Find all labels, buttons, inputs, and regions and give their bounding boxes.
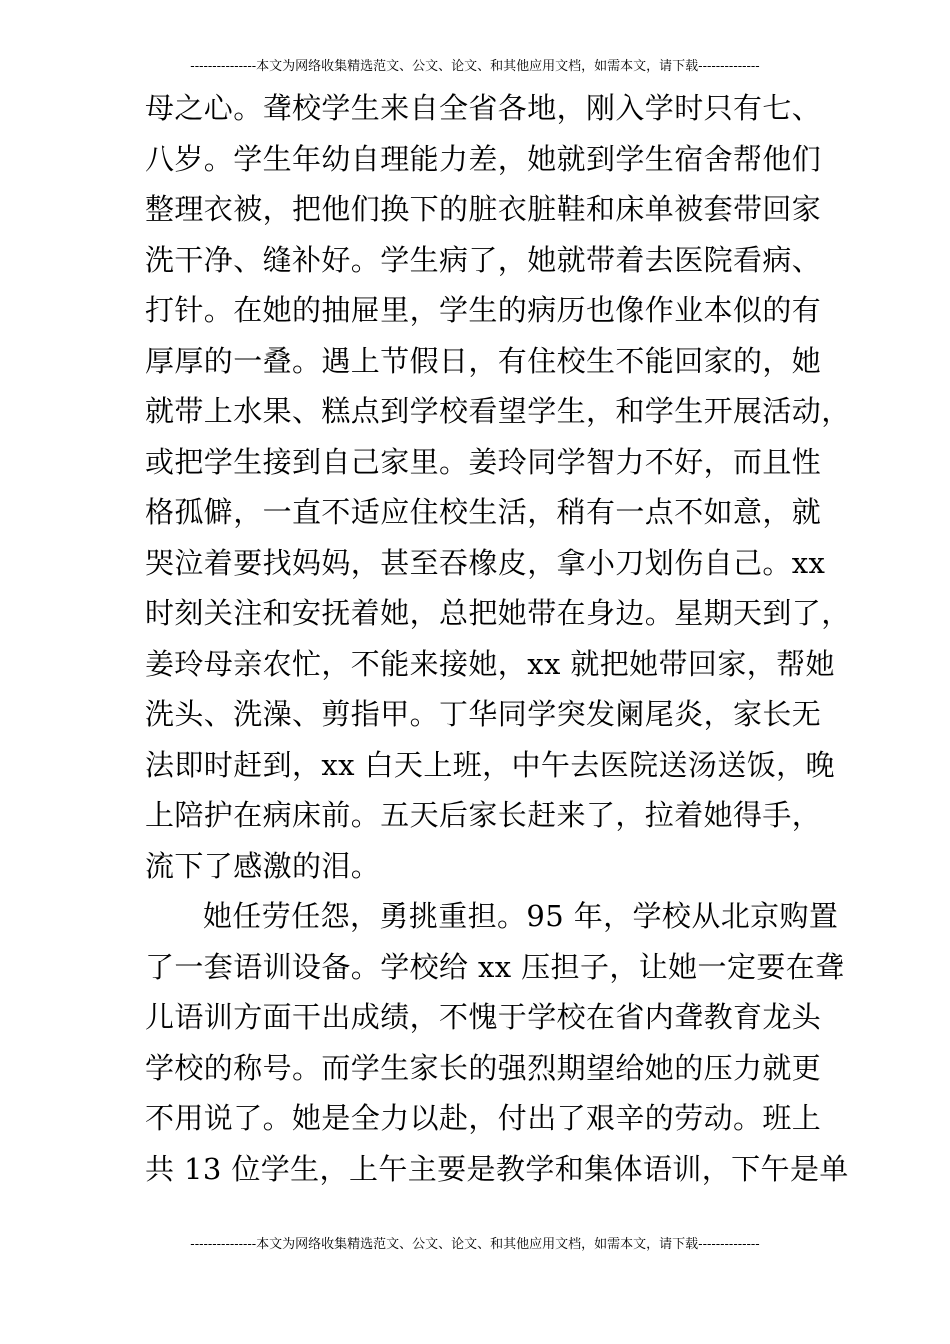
text-line: 时刻关注和安抚着她，总把她带在身边。星期天到了， [145, 596, 851, 630]
page-footer-banner: ---------------本文为网络收集精选范文、公文、论文、和其他应用文档，如需本文，请下载-------------- [190, 1237, 760, 1252]
text-line: 哭泣着要找妈妈，甚至吞橡皮，拿小刀划伤自己。xx [145, 545, 826, 580]
text-line: 整理衣被，把他们换下的脏衣脏鞋和床单被套带回家 [145, 192, 822, 226]
text-line: 八岁。学生年幼自理能力差，她就到学生宿舍帮他们 [145, 141, 822, 176]
text-line: 洗头、洗澡、剪指甲。丁华同学突发阑尾炎，家长无 [145, 697, 822, 731]
text-line: 共 13 位学生，上午主要是教学和集体语训，下午是单 [145, 1151, 849, 1186]
text-line: 厚厚的一叠。遇上节假日，有住校生不能回家的，她 [145, 343, 822, 378]
document-body [145, 83, 851, 1194]
text-line: 流下了感激的泪。 [145, 848, 381, 883]
text-line: 打针。在她的抽屉里，学生的病历也像作业本似的有 [145, 293, 822, 327]
text-line: 法即时赶到，xx 白天上班，中午去医院送汤送饭，晚 [145, 747, 835, 782]
text-line: 学校的称号。而学生家长的强烈期望给她的压力就更 [145, 1050, 822, 1085]
text-line: 姜玲母亲农忙，不能来接她，xx 就把她带回家，帮她 [145, 646, 835, 681]
text-line: 上陪护在病床前。五天后家长赶来了，拉着她得手， [145, 798, 822, 832]
text-line: 了一套语训设备。学校给 xx 压担子，让她一定要在聋 [145, 949, 845, 984]
text-line: 不用说了。她是全力以赴，付出了艰辛的劳动。班上 [145, 1101, 822, 1135]
paragraph-start-line: 她任劳任怨，勇挑重担。95 年，学校从北京购置 [203, 899, 839, 933]
text-line: 格孤僻，一直不适应住校生活，稍有一点不如意，就 [145, 495, 822, 529]
text-line: 儿语训方面干出成绩，不愧于学校在省内聋教育龙头 [145, 1000, 822, 1034]
text-line: 就带上水果、糕点到学校看望学生，和学生开展活动， [145, 394, 851, 428]
text-line: 母之心。聋校学生来自全省各地，刚入学时只有七、 [145, 91, 822, 125]
text-line: 洗干净、缝补好。学生病了，她就带着去医院看病、 [145, 242, 822, 277]
page-header-banner: ---------------本文为网络收集精选范文、公文、论文、和其他应用文档，如需本文，请下载-------------- [190, 59, 760, 74]
text-line: 或把学生接到自己家里。姜玲同学智力不好，而且性 [145, 444, 822, 479]
